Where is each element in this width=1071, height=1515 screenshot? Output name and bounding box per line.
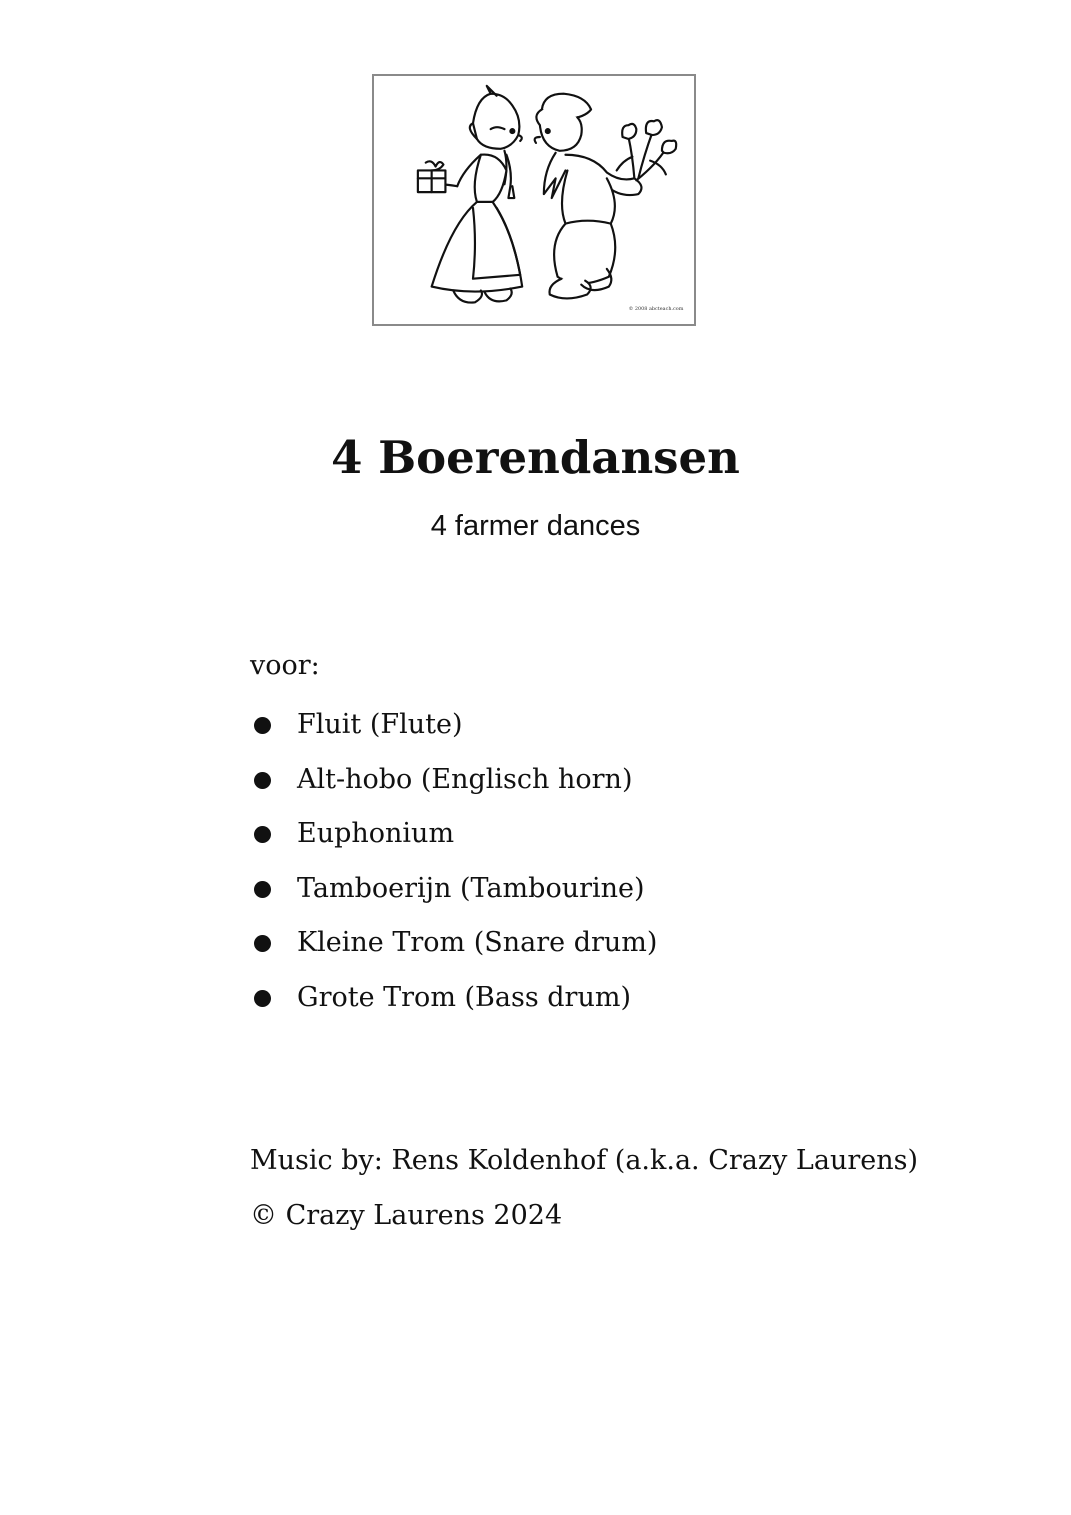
music-credit: Music by: Rens Koldenhof (a.k.a. Crazy Laurens) (250, 1145, 919, 1176)
instrument-name: Tamboerijn (Tambourine) (297, 872, 645, 904)
bullet-icon (254, 772, 271, 789)
list-item (250, 871, 657, 926)
instrument-name: Grote Trom (Bass drum) (297, 981, 631, 1013)
bullet-icon (254, 935, 271, 952)
list-item (250, 762, 657, 817)
list-item (250, 925, 657, 980)
bullet-icon (254, 826, 271, 843)
bullet-icon (254, 717, 271, 734)
dutch-kissing-children-illustration (374, 76, 694, 324)
list-item (250, 816, 657, 871)
instrument-name: Fluit (Flute) (297, 709, 463, 740)
list-item (250, 980, 657, 1035)
copyright-notice: © Crazy Laurens 2024 (250, 1200, 563, 1231)
credits (250, 1143, 918, 1253)
instrument-name: Alt-hobo (Englisch horn) (297, 763, 633, 795)
document-title: 4 Boerendansen (331, 431, 740, 484)
instrument-name: Euphonium (297, 818, 455, 850)
illustration-watermark: © 2008 abcteach.com (628, 306, 684, 313)
instrument-list (250, 707, 657, 1035)
cover-illustration (372, 74, 696, 326)
bullet-icon (254, 990, 271, 1007)
bullet-icon (254, 881, 271, 898)
document-subtitle: 4 farmer dances (430, 510, 641, 542)
list-item (250, 707, 657, 762)
instrument-name: Kleine Trom (Snare drum) (297, 927, 658, 959)
instrumentation-intro: voor: (250, 650, 320, 681)
